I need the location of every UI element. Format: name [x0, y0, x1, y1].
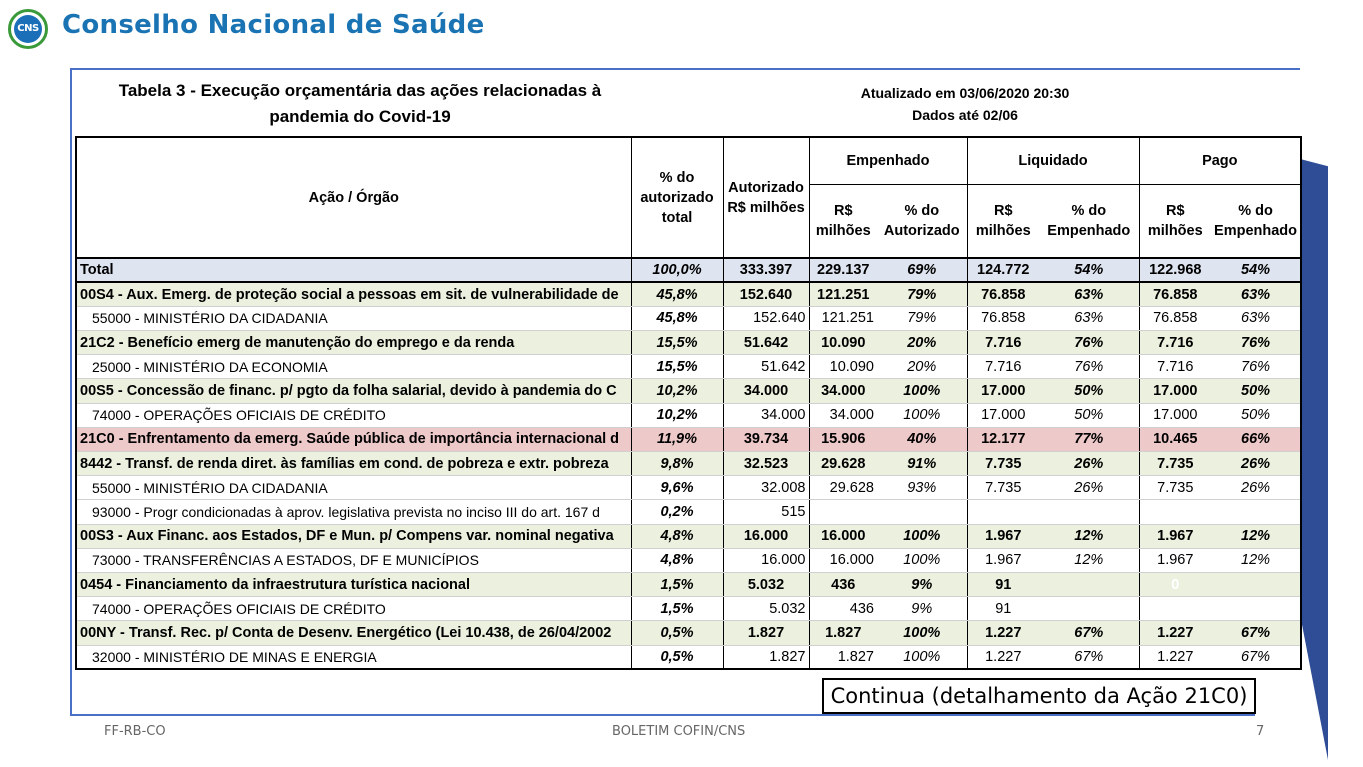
pct-total-cell: 9,8% — [631, 452, 723, 476]
pago-pct-cell: 66% — [1211, 427, 1301, 451]
pago-cell: 7.735 — [1139, 452, 1211, 476]
pago-pct-cell: 76% — [1211, 355, 1301, 379]
pct-total-cell: 4,8% — [631, 524, 723, 548]
orgao-row — [76, 500, 1301, 524]
liq-rs-header: R$ milhões — [967, 185, 1039, 259]
pago-pct-cell: 63% — [1211, 306, 1301, 330]
empenhado-cell: 16.000 — [809, 548, 877, 572]
pago-cell: 7.716 — [1139, 355, 1211, 379]
empenhado-pct-cell: 100% — [877, 621, 967, 645]
liquidado-pct-cell: 12% — [1039, 548, 1139, 572]
name-cell: 8442 - Transf. de renda diret. às famílias em cond. de pobreza e extr. pobreza — [76, 452, 631, 476]
liquidado-pct-cell: 63% — [1039, 306, 1139, 330]
acao-row — [76, 572, 1301, 596]
pago-pct-cell: 67% — [1211, 621, 1301, 645]
liquidado-pct-cell: 50% — [1039, 403, 1139, 427]
col-pago-header: Pago — [1139, 137, 1301, 185]
pago-pct-cell — [1211, 500, 1301, 524]
pago-pct-cell: 26% — [1211, 452, 1301, 476]
pct-total-cell: 1,5% — [631, 572, 723, 596]
empenhado-cell: 121.251 — [809, 282, 877, 306]
pct-total-cell: 45,8% — [631, 306, 723, 330]
pago-cell: 7.716 — [1139, 331, 1211, 355]
liquidado-cell: 1.227 — [967, 621, 1039, 645]
empenhado-cell: 29.628 — [809, 476, 877, 500]
orgao-row — [76, 355, 1301, 379]
name-cell: 00S4 - Aux. Emerg. de proteção social a pessoas em sit. de vulnerabilidade de — [76, 282, 631, 306]
acao-row — [76, 524, 1301, 548]
pct-total-cell: 0,5% — [631, 645, 723, 669]
acao-row — [76, 331, 1301, 355]
data-cutoff: Dados até 02/06 — [912, 107, 1018, 123]
autorizado-cell: 515 — [723, 500, 809, 524]
orgao-row — [76, 548, 1301, 572]
autorizado-cell: 16.000 — [723, 524, 809, 548]
emp-pct-header: % do Autorizado — [877, 185, 967, 259]
pago-pct-cell: 50% — [1211, 403, 1301, 427]
cns-logo-icon — [8, 9, 48, 49]
orgao-row — [76, 403, 1301, 427]
footer-center: BOLETIM COFIN/CNS — [612, 724, 746, 739]
liquidado-cell: 76.858 — [967, 282, 1039, 306]
pago-pct-header: % do Empenhado — [1211, 185, 1301, 259]
liquidado-cell: 91 — [967, 572, 1039, 596]
pct-total-cell: 9,6% — [631, 476, 723, 500]
autorizado-cell: 1.827 — [723, 621, 809, 645]
pago-pct-cell: 63% — [1211, 282, 1301, 306]
liquidado-pct-cell: 76% — [1039, 331, 1139, 355]
liquidado-cell: 7.716 — [967, 331, 1039, 355]
empenhado-cell: 10.090 — [809, 331, 877, 355]
pago-pct-cell: 67% — [1211, 645, 1301, 669]
acao-row — [76, 427, 1301, 451]
bottom-divider — [70, 714, 1255, 716]
autorizado-cell: 51.642 — [723, 355, 809, 379]
budget-table — [75, 136, 1302, 670]
name-cell: 74000 - OPERAÇÕES OFICIAIS DE CRÉDITO — [76, 403, 631, 427]
liquidado-cell: 17.000 — [967, 403, 1039, 427]
empenhado-cell: 1.827 — [809, 645, 877, 669]
autorizado-cell: 34.000 — [723, 379, 809, 403]
name-cell: 25000 - MINISTÉRIO DA ECONOMIA — [76, 355, 631, 379]
emp-rs-header: R$ milhões — [809, 185, 877, 259]
empenhado-cell: 34.000 — [809, 403, 877, 427]
autorizado-cell: 333.397 — [723, 258, 809, 282]
pct-total-cell: 1,5% — [631, 597, 723, 621]
autorizado-cell: 39.734 — [723, 427, 809, 451]
name-cell: 00NY - Transf. Rec. p/ Conta de Desenv. Energético (Lei 10.438, de 26/04/2002 — [76, 621, 631, 645]
autorizado-cell: 152.640 — [723, 306, 809, 330]
empenhado-pct-cell: 40% — [877, 427, 967, 451]
top-divider — [70, 68, 1300, 70]
autorizado-cell: 152.640 — [723, 282, 809, 306]
name-cell: 0454 - Financiamento da infraestrutura turística nacional — [76, 572, 631, 596]
empenhado-pct-cell: 100% — [877, 645, 967, 669]
col-empenhado-header: Empenhado — [809, 137, 967, 185]
pct-total-cell: 45,8% — [631, 282, 723, 306]
pct-total-cell: 10,2% — [631, 403, 723, 427]
empenhado-pct-cell: 100% — [877, 548, 967, 572]
pago-pct-cell: 26% — [1211, 476, 1301, 500]
footer-left: FF-RB-CO — [104, 724, 166, 739]
orgao-row — [76, 597, 1301, 621]
pago-cell: 7.735 — [1139, 476, 1211, 500]
empenhado-cell: 121.251 — [809, 306, 877, 330]
empenhado-cell: 1.827 — [809, 621, 877, 645]
empenhado-pct-cell: 79% — [877, 282, 967, 306]
pago-pct-cell: 12% — [1211, 548, 1301, 572]
pago-cell: 10.465 — [1139, 427, 1211, 451]
name-cell: 00S5 - Concessão de financ. p/ pgto da folha salarial, devido à pandemia do C — [76, 379, 631, 403]
pago-cell: 1.967 — [1139, 548, 1211, 572]
autorizado-cell: 32.008 — [723, 476, 809, 500]
empenhado-cell: 34.000 — [809, 379, 877, 403]
pago-pct-cell: 50% — [1211, 379, 1301, 403]
empenhado-cell — [809, 500, 877, 524]
pago-cell: 1.227 — [1139, 621, 1211, 645]
pago-pct-cell — [1211, 597, 1301, 621]
pago-pct-cell: 54% — [1211, 258, 1301, 282]
empenhado-cell: 436 — [809, 597, 877, 621]
empenhado-pct-cell: 93% — [877, 476, 967, 500]
orgao-row — [76, 476, 1301, 500]
empenhado-cell: 15.906 — [809, 427, 877, 451]
name-cell: 55000 - MINISTÉRIO DA CIDADANIA — [76, 306, 631, 330]
autorizado-cell: 1.827 — [723, 645, 809, 669]
empenhado-pct-cell: 20% — [877, 331, 967, 355]
name-cell: 93000 - Progr condicionadas à aprov. legislativa prevista no inciso III do art. 167 d — [76, 500, 631, 524]
empenhado-pct-cell: 79% — [877, 306, 967, 330]
continua-note: Continua (detalhamento da Ação 21C0) — [822, 678, 1256, 714]
autorizado-cell: 16.000 — [723, 548, 809, 572]
empenhado-pct-cell: 100% — [877, 403, 967, 427]
table-title — [80, 78, 640, 130]
empenhado-cell: 10.090 — [809, 355, 877, 379]
name-cell: 00S3 - Aux Financ. aos Estados, DF e Mun. p/ Compens var. nominal negativa — [76, 524, 631, 548]
liquidado-pct-cell: 67% — [1039, 645, 1139, 669]
slide-panel — [70, 68, 1300, 716]
liq-pct-header: % do Empenhado — [1039, 185, 1139, 259]
col-pct-total-header: % do autorizado total — [631, 137, 723, 258]
empenhado-pct-cell — [877, 500, 967, 524]
liquidado-pct-cell: 54% — [1039, 258, 1139, 282]
orgao-row — [76, 645, 1301, 669]
col-autorizado-header: Autorizado R$ milhões — [723, 137, 809, 258]
liquidado-cell: 7.716 — [967, 355, 1039, 379]
empenhado-pct-cell: 9% — [877, 572, 967, 596]
liquidado-pct-cell — [1039, 572, 1139, 596]
pago-cell: 0 — [1139, 572, 1211, 596]
pct-total-cell: 11,9% — [631, 427, 723, 451]
liquidado-cell: 12.177 — [967, 427, 1039, 451]
autorizado-cell: 34.000 — [723, 403, 809, 427]
empenhado-pct-cell: 69% — [877, 258, 967, 282]
pago-cell — [1139, 597, 1211, 621]
pago-cell: 76.858 — [1139, 306, 1211, 330]
pago-cell: 17.000 — [1139, 403, 1211, 427]
empenhado-pct-cell: 91% — [877, 452, 967, 476]
pct-total-cell: 15,5% — [631, 331, 723, 355]
liquidado-cell: 1.227 — [967, 645, 1039, 669]
liquidado-pct-cell: 76% — [1039, 355, 1139, 379]
pct-total-cell: 0,2% — [631, 500, 723, 524]
pago-cell: 1.967 — [1139, 524, 1211, 548]
total-row — [76, 258, 1301, 282]
pct-total-cell: 0,5% — [631, 621, 723, 645]
table-title-line1: Tabela 3 - Execução orçamentária das ações relacionadas à — [118, 81, 602, 100]
orgao-row — [76, 306, 1301, 330]
empenhado-pct-cell: 100% — [877, 379, 967, 403]
autorizado-cell: 32.523 — [723, 452, 809, 476]
liquidado-pct-cell: 67% — [1039, 621, 1139, 645]
update-info — [830, 82, 1100, 126]
pago-pct-cell — [1211, 572, 1301, 596]
empenhado-cell: 229.137 — [809, 258, 877, 282]
liquidado-cell — [967, 500, 1039, 524]
pago-pct-cell: 76% — [1211, 331, 1301, 355]
pago-pct-cell: 12% — [1211, 524, 1301, 548]
liquidado-pct-cell — [1039, 500, 1139, 524]
pct-total-cell: 100,0% — [631, 258, 723, 282]
autorizado-cell: 5.032 — [723, 572, 809, 596]
name-cell: 73000 - TRANSFERÊNCIAS A ESTADOS, DF E MUNICÍPIOS — [76, 548, 631, 572]
pago-cell: 122.968 — [1139, 258, 1211, 282]
col-acao-header: Ação / Órgão — [76, 137, 631, 258]
empenhado-pct-cell: 9% — [877, 597, 967, 621]
empenhado-cell: 29.628 — [809, 452, 877, 476]
empenhado-pct-cell: 100% — [877, 524, 967, 548]
acao-row — [76, 379, 1301, 403]
footer-page-number: 7 — [1256, 724, 1265, 739]
liquidado-pct-cell: 63% — [1039, 282, 1139, 306]
liquidado-cell: 91 — [967, 597, 1039, 621]
pago-rs-header: R$ milhões — [1139, 185, 1211, 259]
autorizado-cell: 5.032 — [723, 597, 809, 621]
liquidado-cell: 7.735 — [967, 476, 1039, 500]
pct-total-cell: 10,2% — [631, 379, 723, 403]
liquidado-cell: 124.772 — [967, 258, 1039, 282]
col-liquidado-header: Liquidado — [967, 137, 1139, 185]
site-header — [0, 0, 1363, 60]
name-cell: 21C2 - Benefício emerg de manutenção do emprego e da renda — [76, 331, 631, 355]
liquidado-pct-cell: 26% — [1039, 476, 1139, 500]
acao-row — [76, 282, 1301, 306]
liquidado-cell: 1.967 — [967, 524, 1039, 548]
liquidado-cell: 1.967 — [967, 548, 1039, 572]
liquidado-cell: 17.000 — [967, 379, 1039, 403]
liquidado-pct-cell: 26% — [1039, 452, 1139, 476]
acao-row — [76, 452, 1301, 476]
left-divider — [70, 68, 72, 716]
pct-total-cell: 4,8% — [631, 548, 723, 572]
logo-text: CNS — [14, 15, 42, 43]
name-cell: 55000 - MINISTÉRIO DA CIDADANIA — [76, 476, 631, 500]
pct-total-cell: 15,5% — [631, 355, 723, 379]
liquidado-cell: 7.735 — [967, 452, 1039, 476]
update-timestamp: Atualizado em 03/06/2020 20:30 — [860, 85, 1070, 101]
pago-cell: 76.858 — [1139, 282, 1211, 306]
acao-row — [76, 621, 1301, 645]
liquidado-pct-cell: 50% — [1039, 379, 1139, 403]
empenhado-cell: 436 — [809, 572, 877, 596]
pago-cell — [1139, 500, 1211, 524]
name-cell: 21C0 - Enfrentamento da emerg. Saúde pública de importância internacional d — [76, 427, 631, 451]
liquidado-pct-cell: 77% — [1039, 427, 1139, 451]
pago-cell: 17.000 — [1139, 379, 1211, 403]
name-cell: 74000 - OPERAÇÕES OFICIAIS DE CRÉDITO — [76, 597, 631, 621]
liquidado-pct-cell: 12% — [1039, 524, 1139, 548]
table-title-line2: pandemia do Covid-19 — [269, 107, 451, 126]
autorizado-cell: 51.642 — [723, 331, 809, 355]
liquidado-cell: 76.858 — [967, 306, 1039, 330]
name-cell: Total — [76, 258, 631, 282]
site-title: Conselho Nacional de Saúde — [62, 10, 485, 40]
pago-cell: 1.227 — [1139, 645, 1211, 669]
liquidado-pct-cell — [1039, 597, 1139, 621]
empenhado-cell: 16.000 — [809, 524, 877, 548]
empenhado-pct-cell: 20% — [877, 355, 967, 379]
name-cell: 32000 - MINISTÉRIO DE MINAS E ENERGIA — [76, 645, 631, 669]
